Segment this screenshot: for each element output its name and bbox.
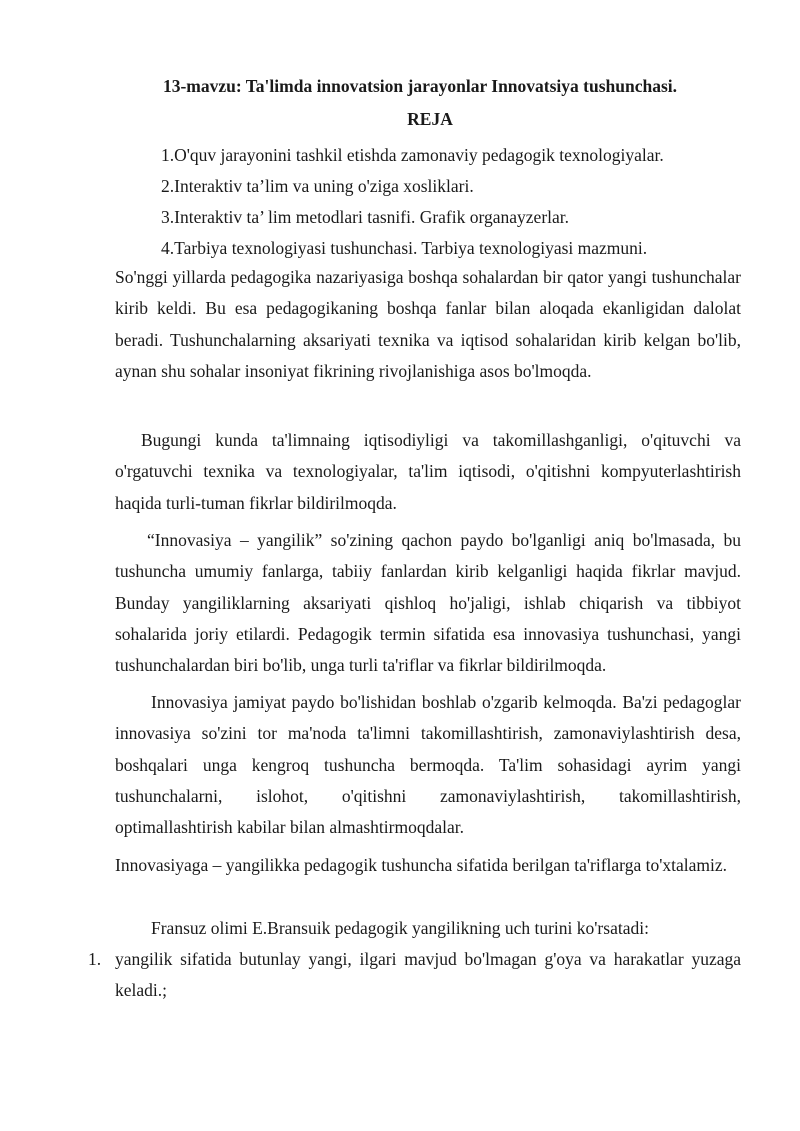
paragraph: So'nggi yillarda pedagogika nazariyasiga boshqa sohalardan bir qator yangi tushunchalar kirib keldi. Bu esa pedagogikaning boshqa fanlar bilan aloqada ekanligidan dalolat beradi. Tushunchalarning aksariyati texnika va iqtisod sohalaridan kirib kelgan bo'lib, aynan shu sohalar insoniyat fikrining rivojlanishiga asos bo'lmoqda. (115, 267, 741, 381)
paragraph: Innovasiyaga – yangilikka pedagogik tushuncha sifatida berilgan ta'riflarga to'xtalamiz. (115, 855, 727, 875)
plan-list (161, 140, 664, 264)
plan-item: 2.Interaktiv ta’lim va uning o'ziga xosliklari. (161, 176, 474, 196)
paragraph: Fransuz olimi E.Bransuik pedagogik yangilikning uch turini ko'rsatadi: (151, 918, 649, 938)
paragraph: “Innovasiya – yangilik” so'zining qachon paydo bo'lganligi aniq bo'lmasada, bu tushuncha umumiy fanlarga, tabiiy fanlardan kirib kelganligi haqida fikrlar mavjud. Bunday yangiliklarning aksariyati qishloq ho'jaligi, ishlab chiqarish va tibbiyot sohalarida joriy etilardi. Pedagogik termin sifatida esa innovasiya tushunchasi, yangi tushunchalardan biri bo'lib, unga turli ta'riflar va fikrlar bildirilmoqda. (115, 530, 741, 676)
plan-item: 1.O'quv jarayonini tashkil etishda zamonaviy pedagogik texnologiyalar. (161, 145, 664, 165)
plan-item: 3.Interaktiv ta’ lim metodlari tasnifi. Grafik organayzerlar. (161, 207, 570, 227)
page-title: 13-mavzu: Ta'limda innovatsion jarayonlar Innovatsiya tushunchasi. (162, 76, 678, 96)
list-item-text: yangilik sifatida butunlay yangi, ilgari mavjud bo'lmagan g'oya va harakatlar yuzaga keladi.; (115, 949, 741, 1001)
list-number: 1. (88, 949, 102, 969)
paragraph: Innovasiya jamiyat paydo bo'lishidan boshlab o'zgarib kelmoqda. Ba'zi pedagoglar innovasiya so'zini tor ma'noda ta'limni takomillashtirish, zamonaviylashtirish desa, boshqalari unga kengroq tushuncha bermoqda. Ta'lim sohasidagi ayrim yangi tushunchalarni, islohot, o'qitishni zamonaviylashtirish, takomillashtirish, optimallashtirish kabilar bilan almashtirmoqdalar. (115, 692, 741, 838)
plan-item: 4.Tarbiya texnologiyasi tushunchasi. Tarbiya texnologiyasi mazmuni. (161, 238, 648, 258)
plan-heading: REJA (407, 109, 453, 129)
paragraph: Bugungi kunda ta'limnaing iqtisodiyligi va takomillashganligi, o'qituvchi va o'rgatuvchi texnika va texnologiyalar, ta'lim iqtisodi, o'qitishni kompyuterlashtirish haqida turli-tuman fikrlar bildirilmoqda. (115, 430, 741, 513)
